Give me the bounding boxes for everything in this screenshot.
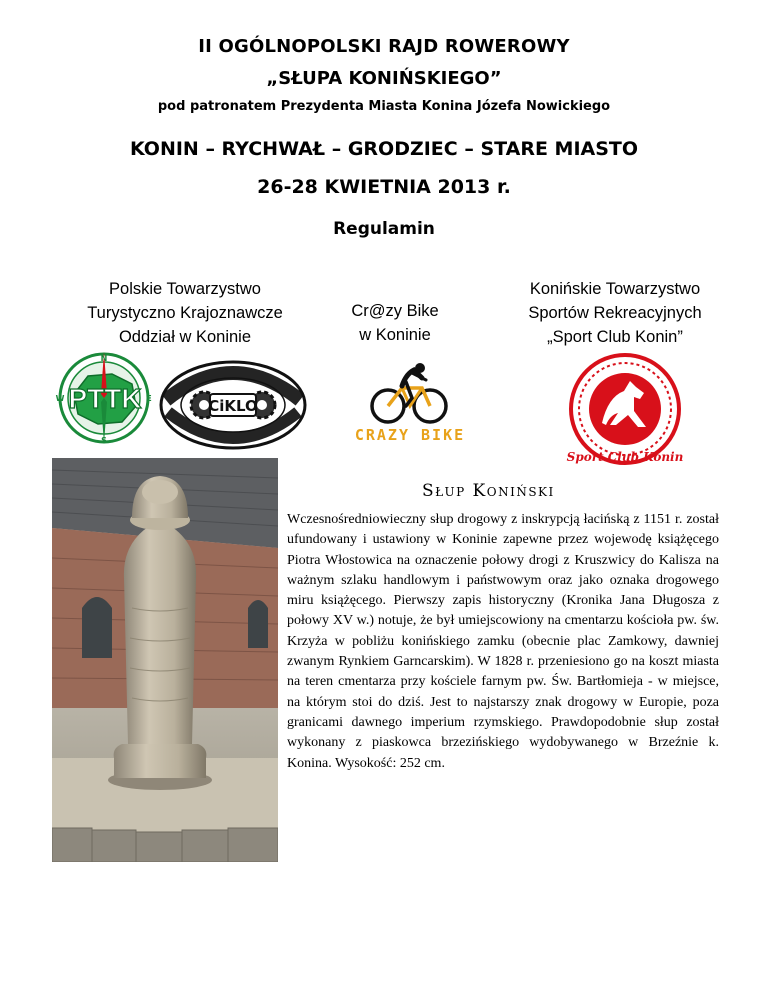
organizer-line: Polskie Towarzystwo [109, 280, 261, 298]
sport-club-logo-text: Sport Club Konin [566, 450, 684, 464]
organizer-line: Cr@zy Bike [351, 302, 439, 320]
compass-north: N [100, 354, 108, 363]
cyclist-logo [340, 360, 480, 450]
section-title: Słup Koniński [422, 481, 555, 501]
compass-west: W [55, 394, 65, 403]
organizer-line: Oddział w Koninie [118, 328, 252, 346]
organizer-sport-club [475, 277, 755, 349]
event-dates: 26-28 KWIETNIA 2013 r. [257, 176, 511, 198]
organizer-crazy-bike [320, 299, 470, 347]
crazy-bike-logo-text: CRAZY BIKE [354, 426, 466, 444]
patronage-line: pod patronatem Prezydenta Miasta Konina Józefa Nowickiego [157, 99, 611, 114]
section-body: Wczesnośredniowieczny słup drogowy z inskrypcją łacińską z 1151 r. został ufundowany i ustawiony w Koninie zapewne przez wojewodę książęcego Piotra Włostowica na oznaczenie połowy drogi z Kruszwicy do Kalisza na ważnym szlaku handlowym i państwowym oraz jako oznaka drogowego miru książęcego. Pierwszy zapis historyczny (Kronika Jana Długosza z połowy XV w.) notuje, że był umiejscowiony na cmentarzu kościoła pw. św. Krzyża w pobliżu konińskiego zamku (obecnie plac Zamkowy, dawniej zwanym Rynkiem Garncarskim). W 1828 r. przeniesiono go na koszt miasta na teren cmentarza przy kościele farnym pw. Św. Bartłomieja - w miejsce, na którym stoi do dziś. Jest to najstarszy znak drogowy w Europie, poza granicami dawnego imperium rzymskiego. Prawdopodobnie słup został wykonany z piaskowca brzezińskiego wydobywanego w Brzeźnie k. Konina. Wysokość: 252 cm. [287, 512, 719, 771]
organizer-pttk [50, 277, 320, 349]
compass-south: S [101, 436, 107, 445]
horse-wheel-logo [550, 353, 700, 473]
organizer-line: Sportów Rekreacyjnych [528, 304, 702, 322]
event-title: II OGÓLNOPOLSKI RAJD ROWEROWY [198, 36, 570, 57]
organizer-line: Konińskie Towarzystwo [529, 280, 701, 298]
ciklo-gear-logo [158, 360, 308, 450]
organizer-line: „Sport Club Konin” [547, 328, 683, 346]
organizer-line: Turystyczno Krajoznawcze [87, 304, 283, 322]
document-subtitle: Regulamin [333, 219, 435, 239]
route-line: KONIN – RYCHWAŁ – GRODZIEC – STARE MIASTO [129, 138, 639, 160]
ciklo-logo-text: CiKLO [208, 397, 258, 415]
pttk-logo-text: PTTK [68, 383, 142, 414]
pttk-compass-logo [52, 350, 156, 445]
stone-pillar-photo [52, 458, 278, 862]
organizer-line: w Koninie [359, 326, 431, 344]
compass-east: E [146, 394, 152, 403]
event-name: „SŁUPA KONIŃSKIEGO” [266, 68, 502, 89]
